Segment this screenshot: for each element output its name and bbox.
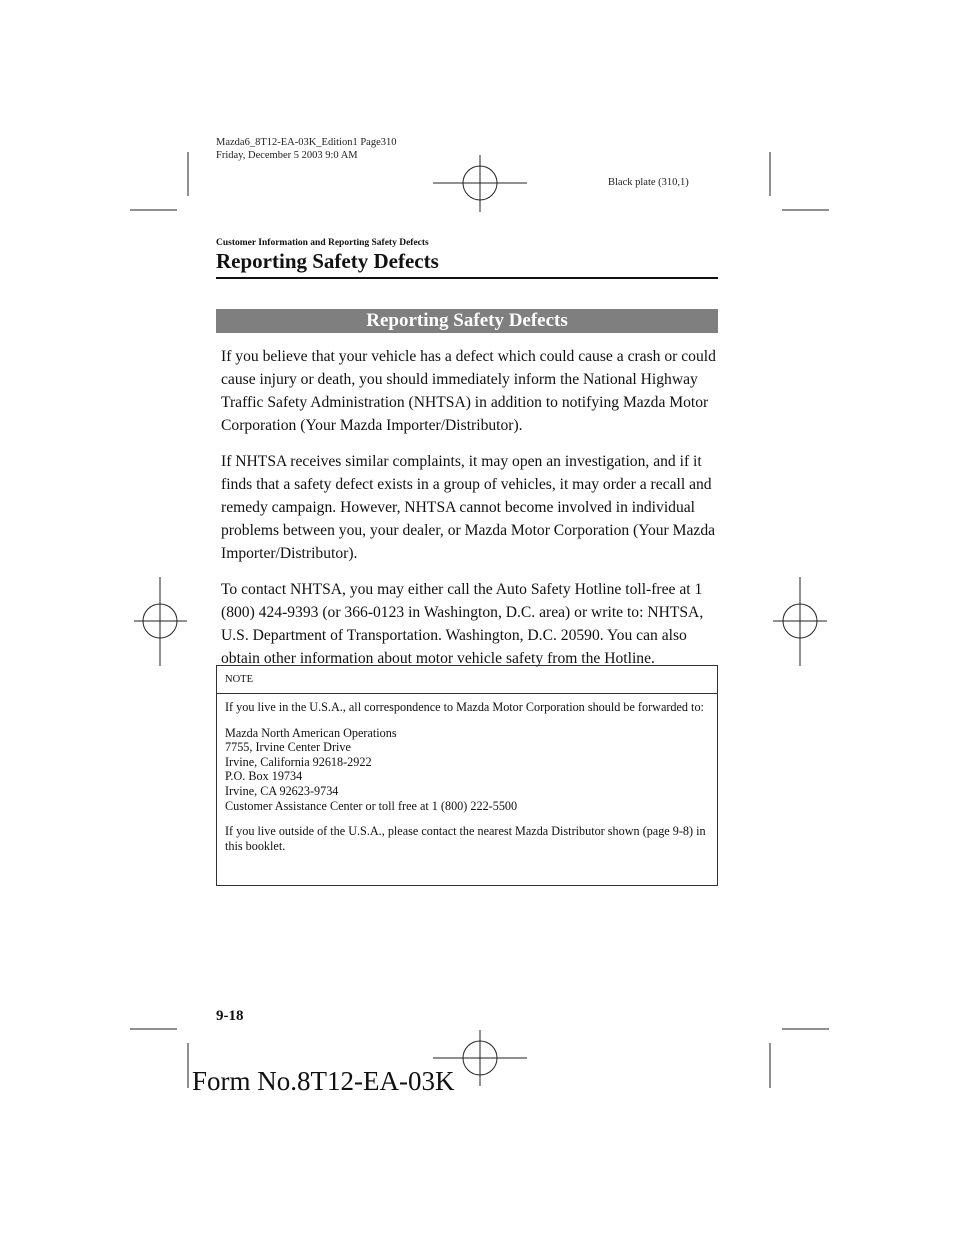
note-outro: If you live outside of the U.S.A., please contact the nearest Mazda Distributor shown (page 9-8) in this booklet. xyxy=(225,824,706,853)
note-heading: NOTE xyxy=(217,666,717,694)
body-paragraph: If you believe that your vehicle has a defect which could cause a crash or could cause injury or death, you should immediately inform the National Highway Traffic Safety Administration (NHTSA) in addition to notifying Mazda Motor Corporation (Your Mazda Importer/Distributor). xyxy=(221,348,716,434)
section-banner xyxy=(216,309,718,333)
address-line: Customer Assistance Center or toll free at 1 (800) 222-5500 xyxy=(225,798,518,813)
address-line: Irvine, CA 92623-9734 xyxy=(225,783,339,798)
section-label: Customer Information and Reporting Safety Defects xyxy=(216,238,429,248)
print-file-line: Mazda6_8T12-EA-03K_Edition1 Page310 xyxy=(216,137,397,148)
address-line: 7755, Irvine Center Drive xyxy=(225,740,351,755)
address-line: P.O. Box 19734 xyxy=(225,769,303,784)
title-divider xyxy=(216,277,718,279)
address-line: Mazda North American Operations xyxy=(225,725,397,740)
form-number: Form No.8T12-EA-03K xyxy=(192,1066,455,1096)
body-text xyxy=(221,345,721,683)
plate-label: Black plate (310,1) xyxy=(608,177,689,188)
note-intro: If you live in the U.S.A., all correspondence to Mazda Motor Corporation should be forwarded to: xyxy=(225,700,704,714)
section-banner-title: Reporting Safety Defects xyxy=(366,310,568,331)
print-date-line: Friday, December 5 2003 9:0 AM xyxy=(216,150,358,161)
page-title: Reporting Safety Defects xyxy=(216,249,439,273)
note-address xyxy=(225,726,709,814)
address-line: Irvine, California 92618-2922 xyxy=(225,754,372,769)
print-metadata xyxy=(216,136,397,162)
body-paragraph: To contact NHTSA, you may either call the Auto Safety Hotline toll-free at 1 (800) 424-9393 (or 366-0123 in Washington, D.C. area) or write to: NHTSA, U.S. Department of Transportation. Washington, D.C. 20590. You can also obtain other information about motor vehicle safety from the Hotline. xyxy=(221,581,704,667)
note-box xyxy=(216,665,718,886)
page-number: 9-18 xyxy=(216,1008,244,1024)
note-body xyxy=(217,694,717,853)
body-paragraph: If NHTSA receives similar complaints, it may open an investigation, and if it finds that a safety defect exists in a group of vehicles, it may order a recall and remedy campaign. However, NHTSA cannot become involved in individual problems between you, your dealer, or Mazda Motor Corporation (Your Mazda Importer/Distributor). xyxy=(221,453,716,562)
